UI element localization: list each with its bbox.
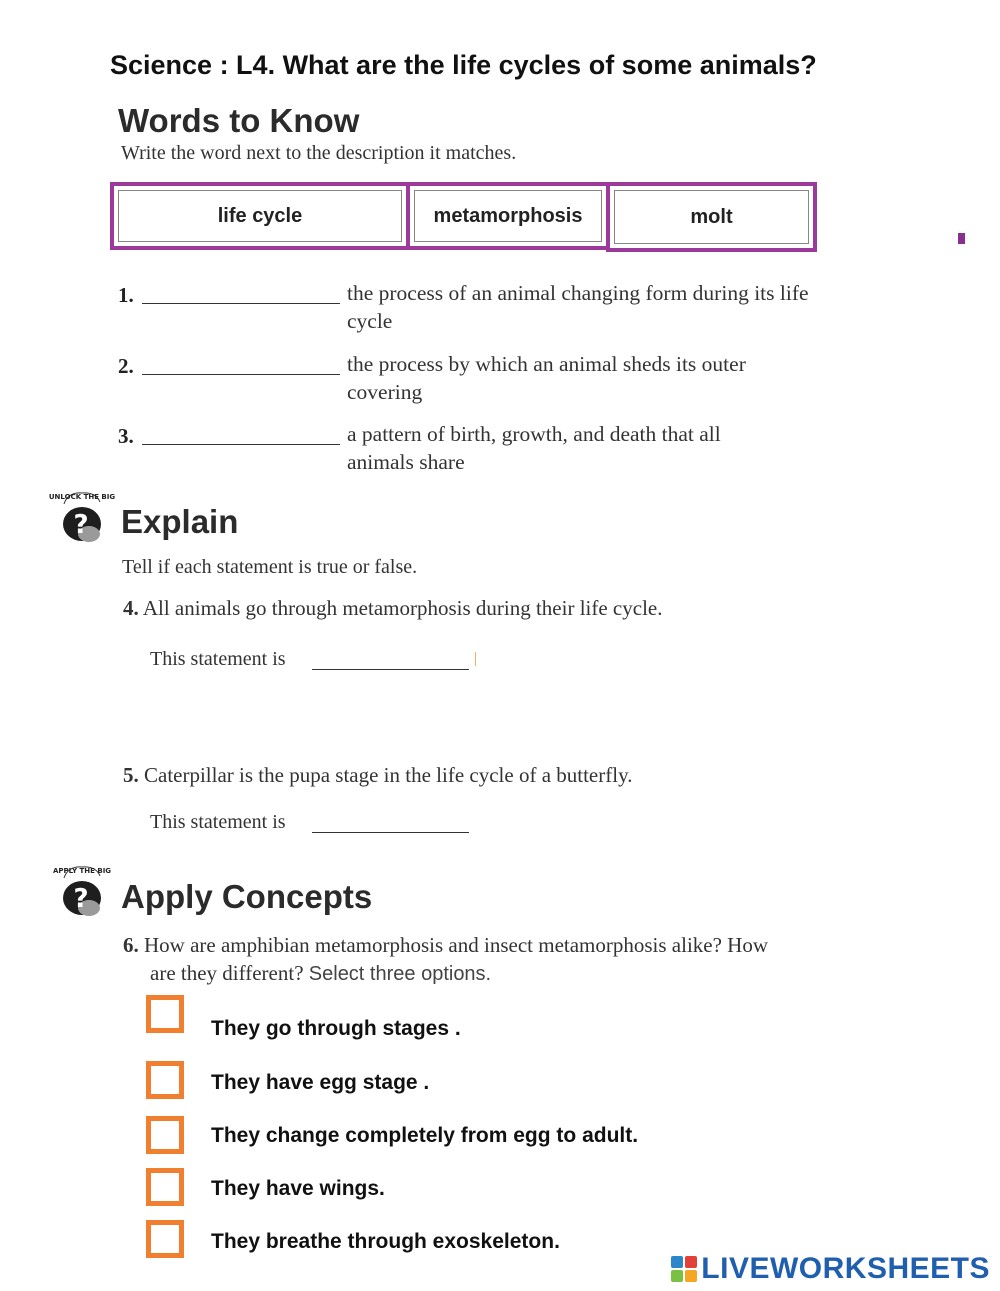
option-checkbox[interactable] bbox=[146, 1220, 184, 1258]
option-label: They change completely from egg to adult. bbox=[211, 1124, 639, 1147]
question-text-line1: How are amphibian metamorphosis and insect metamorphosis alike? How bbox=[144, 933, 769, 957]
statement-label: This statement is bbox=[150, 811, 286, 833]
true-false-blank-4[interactable] bbox=[312, 669, 469, 670]
word-bank-item[interactable] bbox=[406, 182, 610, 250]
option-label: They have egg stage . bbox=[211, 1071, 430, 1094]
explain-heading: Explain bbox=[121, 503, 239, 540]
words-to-know-instruction: Write the word next to the description it matches. bbox=[121, 142, 517, 164]
option-label: They have wings. bbox=[211, 1177, 385, 1200]
question-5 bbox=[123, 763, 632, 788]
apply-concepts-heading: Apply Concepts bbox=[121, 878, 373, 915]
option-label: They go through stages . bbox=[211, 1017, 461, 1040]
question-6 bbox=[123, 933, 768, 958]
word-bank bbox=[110, 182, 817, 252]
question-6-continued bbox=[150, 961, 491, 986]
option-checkbox[interactable] bbox=[146, 995, 184, 1033]
question-text-line2: are they different? bbox=[150, 961, 304, 985]
page-title: Science : L4. What are the life cycles of some animals? bbox=[110, 50, 817, 80]
item-number: 3. bbox=[118, 424, 134, 448]
brand-name: LIVEWORKSHEETS bbox=[701, 1252, 990, 1285]
select-hint: Select three options. bbox=[308, 963, 492, 985]
purple-marker bbox=[958, 233, 965, 244]
svg-text:?: ? bbox=[73, 884, 89, 914]
question-number: 4. bbox=[123, 596, 139, 620]
text-cursor bbox=[475, 652, 476, 666]
answer-blank-2[interactable] bbox=[142, 374, 340, 375]
liveworksheets-logo[interactable] bbox=[671, 1252, 990, 1286]
icon-caption: APPLY THE BIG bbox=[52, 867, 112, 875]
statement-label: This statement is bbox=[150, 648, 286, 670]
option-checkbox[interactable] bbox=[146, 1061, 184, 1099]
item-number: 1. bbox=[118, 283, 134, 307]
word-bank-label: life cycle bbox=[217, 204, 303, 227]
words-to-know-heading: Words to Know bbox=[118, 102, 360, 139]
word-bank-label: molt bbox=[690, 205, 733, 228]
option-label: They breathe through exoskeleton. bbox=[211, 1230, 560, 1253]
explain-instruction: Tell if each statement is true or false. bbox=[122, 556, 418, 578]
definition-3: a pattern of birth, growth, and death that all animals share bbox=[347, 422, 721, 474]
apply-big-idea-icon bbox=[52, 860, 112, 918]
word-bank-label: metamorphosis bbox=[433, 204, 583, 227]
question-text: Caterpillar is the pupa stage in the life cycle of a butterfly. bbox=[144, 763, 633, 787]
option-checkbox[interactable] bbox=[146, 1116, 184, 1154]
question-number: 5. bbox=[123, 763, 139, 787]
option-checkbox[interactable] bbox=[146, 1168, 184, 1206]
question-text: All animals go through metamorphosis during their life cycle. bbox=[142, 596, 663, 620]
true-false-blank-5[interactable] bbox=[312, 832, 469, 833]
answer-blank-1[interactable] bbox=[142, 303, 340, 304]
liveworksheets-logo-icon bbox=[671, 1256, 697, 1282]
definition-2: the process by which an animal sheds its outer covering bbox=[347, 352, 746, 404]
word-bank-item[interactable] bbox=[606, 182, 817, 252]
unlock-big-idea-icon bbox=[48, 486, 116, 544]
question-4 bbox=[123, 596, 662, 621]
answer-blank-3[interactable] bbox=[142, 444, 340, 445]
question-number: 6. bbox=[123, 933, 139, 957]
word-bank-item[interactable] bbox=[110, 182, 410, 250]
item-number: 2. bbox=[118, 354, 134, 378]
icon-caption: UNLOCK THE BIG bbox=[48, 493, 116, 501]
definition-1: the process of an animal changing form during its life cycle bbox=[347, 281, 809, 333]
svg-text:?: ? bbox=[73, 510, 89, 540]
